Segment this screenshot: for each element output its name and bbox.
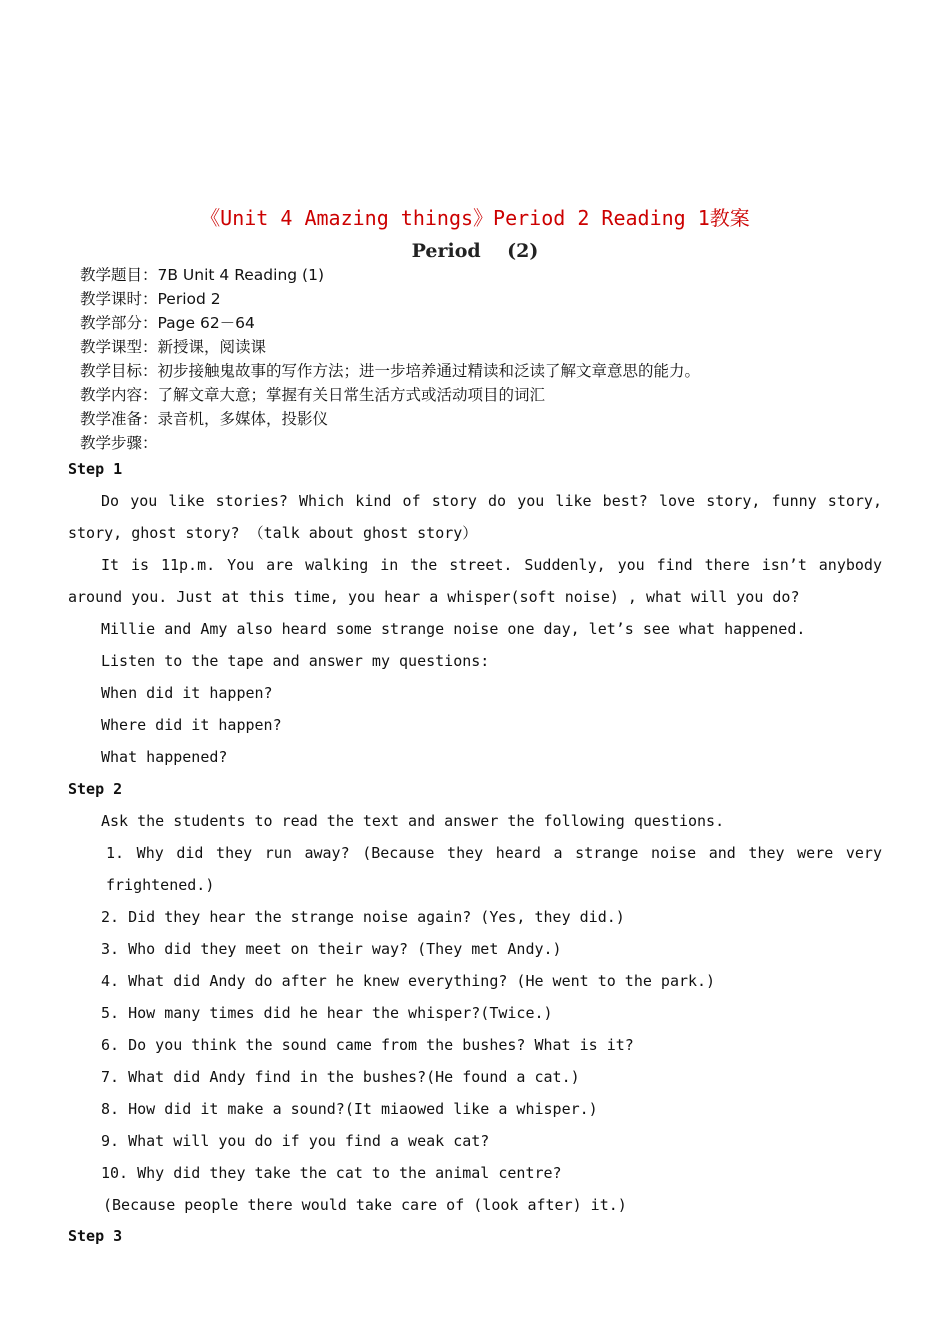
step-1-paragraph-2-line-2: around you. Just at this time, you hear a whisper(soft noise) , what will you do? (68, 588, 800, 606)
info-preparation: 教学准备：录音机，多媒体，投影仪 (80, 410, 329, 428)
step-2-item-8: 8. How did it make a sound?(It miaowed like a whisper.) (101, 1100, 598, 1118)
info-period: 教学课时：Period 2 (80, 290, 221, 308)
step-1-paragraph-4: Listen to the tape and answer my questions: (101, 652, 490, 670)
step-1-question-2: Where did it happen? (101, 716, 282, 734)
step-2-item-4: 4. What did Andy do after he knew everything? (He went to the park.) (101, 972, 716, 990)
step-1-paragraph-3: Millie and Amy also heard some strange noise one day, let’s see what happened. (101, 620, 806, 638)
info-lesson-type: 教学课型：新授课，阅读课 (80, 338, 267, 356)
step-1-heading: Step 1 (68, 460, 123, 478)
step-2-item-2: 2. Did they hear the strange noise again? (Yes, they did.) (101, 908, 625, 926)
step-2-item-1-line-2: frightened.) (106, 876, 215, 894)
step-1-paragraph-2-line-1: It is 11p.m. You are walking in the street. Suddenly, you find there isn’t anybody (101, 556, 882, 574)
step-2-intro: Ask the students to read the text and answer the following questions. (101, 812, 725, 830)
step-3-heading: Step 3 (68, 1227, 123, 1245)
info-pages: 教学部分：Page 62－64 (80, 314, 255, 332)
period-heading: Period (2) (411, 240, 539, 262)
step-2-heading: Step 2 (68, 780, 123, 798)
lesson-info (80, 263, 920, 455)
info-objectives: 教学目标：初步接触鬼故事的写作方法；进一步培养通过精读和泛读了解文章意思的能力。 (80, 362, 701, 380)
info-steps: 教学步骤： (80, 434, 158, 452)
step-2-item-9: 9. What will you do if you find a weak cat? (101, 1132, 490, 1150)
step-2-item-10-answer: (Because people there would take care of (look after) it.) (103, 1196, 627, 1214)
step-2-item-10: 10. Why did they take the cat to the animal centre? (101, 1164, 562, 1182)
step-2-item-1-line-1: 1. Why did they run away? (Because they heard a strange noise and they were very (106, 844, 882, 862)
step-1-paragraph-1-line-2: story, ghost story? （talk about ghost story） (68, 524, 478, 542)
step-1-question-1: When did it happen? (101, 684, 273, 702)
step-2-item-7: 7. What did Andy find in the bushes?(He found a cat.) (101, 1068, 580, 1086)
step-1-paragraph-1-line-1: Do you like stories? Which kind of story do you like best? love story, funny story, (101, 492, 882, 510)
step-1-question-3: What happened? (101, 748, 228, 766)
step-2-item-6: 6. Do you think the sound came from the bushes? What is it? (101, 1036, 634, 1054)
step-2-item-5: 5. How many times did he hear the whisper?(Twice.) (101, 1004, 553, 1022)
info-content: 教学内容：了解文章大意；掌握有关日常生活方式或活动项目的词汇 (80, 386, 546, 404)
document-title: 《Unit 4 Amazing things》Period 2 Reading 1教案 (200, 206, 750, 230)
info-topic: 教学题目：7B Unit 4 Reading (1) (80, 266, 324, 284)
step-2-item-3: 3. Who did they meet on their way? (They met Andy.) (101, 940, 562, 958)
